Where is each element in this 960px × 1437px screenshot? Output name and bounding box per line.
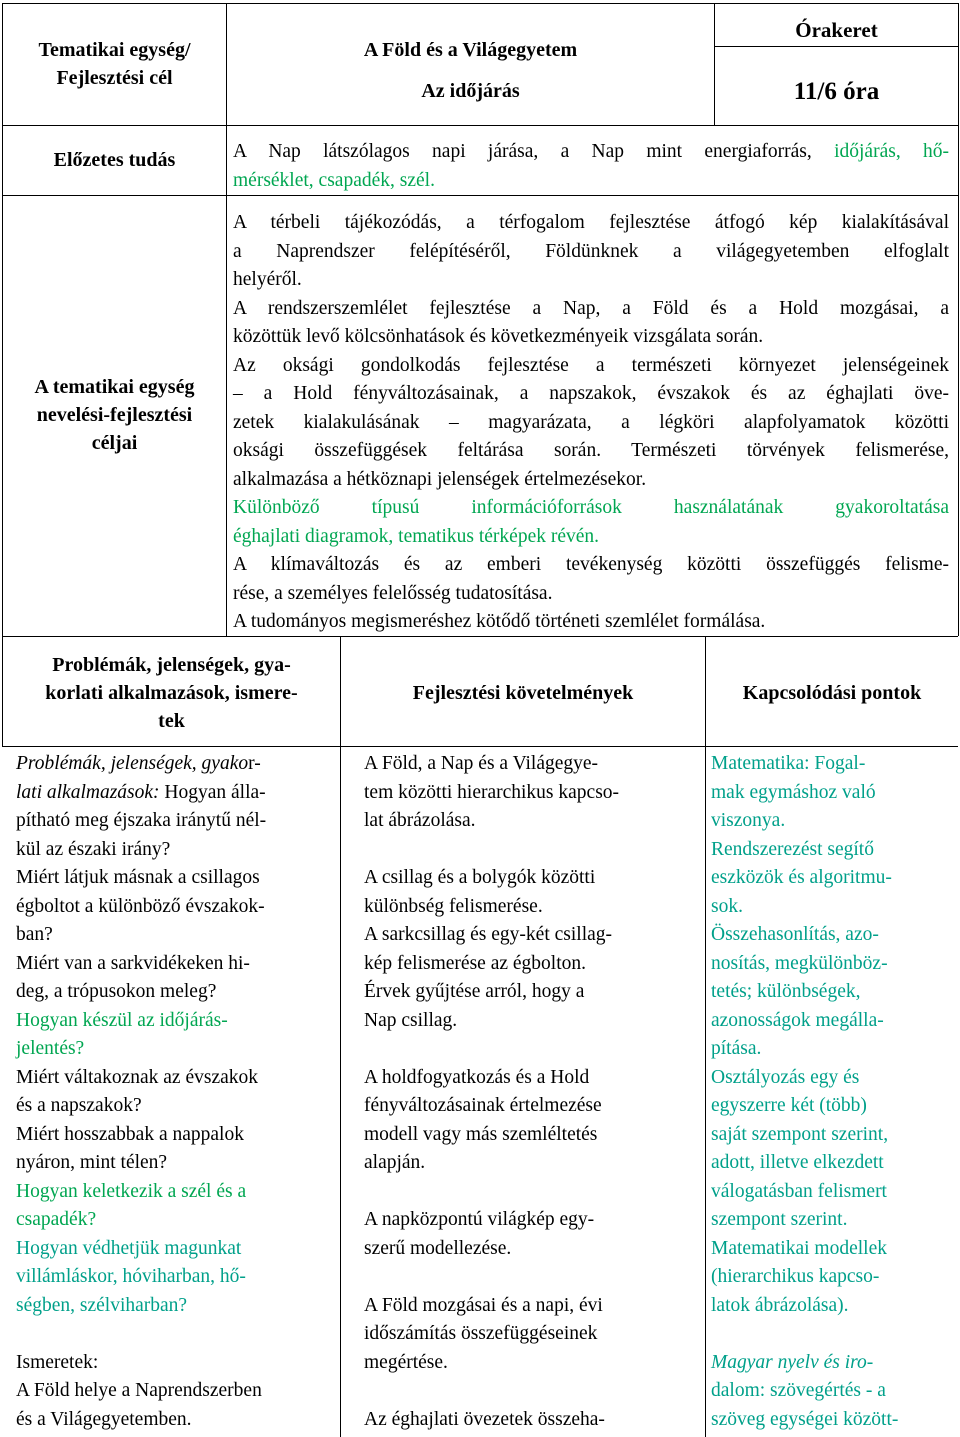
col3-line: adott, illetve elkezdett	[711, 1152, 884, 1173]
goal-line: A klímaváltozás és az emberi tevékenység közötti összefüggés felisme-	[233, 554, 949, 575]
col3-line: pítása.	[711, 1038, 762, 1059]
col3-line: sok.	[711, 895, 743, 917]
col2-line: különbség felismerése.	[364, 895, 543, 917]
col1-line: és a Világegyetemben.	[16, 1408, 192, 1430]
pk-line-2: mérséklet, csapadék, szél.	[233, 169, 435, 191]
col1-line: ban?	[16, 924, 53, 945]
previous-knowledge-label: Előzetes tudás	[53, 149, 176, 171]
col1-line: villámláskor, hóviharban, hő-	[16, 1266, 246, 1287]
col2-line: megértése.	[364, 1351, 448, 1373]
col3-line	[711, 1320, 956, 1349]
col3-line: azonosságok megálla-	[711, 1009, 884, 1031]
goal-line: helyéről.	[233, 269, 302, 290]
divider-h1	[2, 125, 958, 126]
col2-line: A napközpontú világkép egy-	[364, 1209, 595, 1230]
col3-line: dalom: szövegértés - a	[711, 1380, 886, 1401]
col1-line: Hogyan védhetjük magunkat	[16, 1237, 242, 1259]
divider-h2	[2, 195, 958, 196]
col1-line: Miért látjuk másnak a csillagos	[16, 867, 260, 888]
goal-line: a Naprendszer felépítéséről, Földünknek a világegyetemben elfoglalt	[233, 240, 949, 262]
header-middle	[227, 36, 714, 105]
col3-line: szöveg egységei között-	[711, 1408, 899, 1430]
col2-line: A Föld mozgásai és a napi, évi	[364, 1294, 603, 1316]
col1-content	[16, 750, 336, 1434]
col3-line: Rendszerezést segítő	[711, 838, 874, 860]
col1-line: A Föld helye a Naprendszerben	[16, 1380, 262, 1401]
goal-line: oksági összefüggések feltárása során. Természeti törvények felismerése,	[233, 440, 949, 461]
previous-knowledge-text	[233, 138, 949, 195]
col1-line: Miért váltakoznak az évszakok	[16, 1066, 259, 1088]
col1-line: ségben, szélviharban?	[16, 1294, 188, 1316]
header-subtitle: Az időjárás	[421, 80, 520, 102]
col2-line	[364, 1035, 700, 1064]
col2-line: A Föld, a Nap és a Világegye-	[364, 753, 599, 774]
border-top	[2, 3, 958, 4]
col3-line: szempont szerint.	[711, 1209, 848, 1230]
divider-v1-bottom	[340, 636, 341, 1437]
col1-line: csapadék?	[16, 1209, 97, 1230]
col2-line: A sarkcsillag és egy-két csillag-	[364, 924, 613, 945]
border-right-top	[958, 3, 959, 636]
col3-line: nosítás, megkülönböz-	[711, 952, 888, 974]
col1-line: égboltot a különböző évszakok-	[16, 895, 265, 917]
col1-line: Miért van a sarkvidékeken hi-	[16, 952, 250, 974]
col2-line: fényváltozásainak értelmezése	[364, 1095, 602, 1116]
header-left-line1: Tematikai egység/	[38, 39, 191, 61]
col2-line: alapján.	[364, 1152, 426, 1173]
col2-header: Fejlesztési követelmények	[412, 682, 634, 704]
col3-line: viszonya.	[711, 810, 786, 831]
goals-text	[233, 209, 949, 637]
header-left-line2: Fejlesztési cél	[56, 67, 173, 89]
col1-line-1: Problémák, jelenségek, gyakor-	[16, 753, 261, 774]
col1-line: deg, a trópusokon meleg?	[16, 981, 217, 1002]
divider-v2-bottom	[705, 636, 706, 1437]
col1-line-2: lati alkalmazások: Hogyan álla-	[16, 781, 266, 803]
col1-line	[16, 1320, 336, 1349]
col2-line: kép felismerése az égbolton.	[364, 952, 586, 974]
col3-line: (hierarchikus kapcso-	[711, 1266, 880, 1287]
col3-line: latok ábrázolása).	[711, 1294, 849, 1316]
col2-line	[364, 1377, 700, 1406]
col1-lines	[16, 807, 336, 1434]
goal-line: A térbeli tájékozódás, a térfogalom fejlesztése átfogó kép kialakításával	[233, 212, 949, 233]
goal-line: rése, a személyes felelősség tudatosítása.	[233, 582, 553, 604]
col1-line: kül az északi irány?	[16, 838, 171, 860]
col3-line: egyszerre két (több)	[711, 1095, 867, 1116]
goal-line: A rendszerszemlélet fejlesztése a Nap, a Föld és a Hold mozgásai, a	[233, 297, 949, 319]
col2-line: modell vagy más szemléltetés	[364, 1123, 598, 1145]
col3-line: Osztályozás egy és	[711, 1066, 860, 1088]
goal-line: zetek kialakulásának – magyarázata, a légköri alapfolyamatok közötti	[233, 411, 949, 433]
col2-line: lat ábrázolása.	[364, 810, 476, 831]
goal-line: – a Hold fényváltozásainak, a napszakok, évszakok és az éghajlati öve-	[233, 383, 949, 404]
col3-line: saját szempont szerint,	[711, 1123, 889, 1145]
pk-line-1: A Nap látszólagos napi járása, a Nap mint energiaforrás, időjárás, hő-	[233, 141, 949, 162]
header-title: A Föld és a Világegyetem	[363, 39, 578, 61]
col2-line: szerű modellezése.	[364, 1237, 512, 1259]
col2-line: Nap csillag.	[364, 1009, 458, 1031]
col3-header: Kapcsolódási pontok	[742, 682, 922, 704]
col2-line: A holdfogyatkozás és a Hold	[364, 1066, 590, 1088]
col1-line: Hogyan keletkezik a szél és a	[16, 1180, 247, 1202]
col2-line: A csillag és a bolygók közötti	[364, 867, 596, 888]
orakeret-label: Órakeret	[795, 18, 878, 42]
divider-orakeret	[714, 46, 958, 47]
goal-line: alkalmazása a hétköznapi jelenségek értelmezésekor.	[233, 468, 647, 490]
col2-line: Az éghajlati övezetek összeha-	[364, 1408, 605, 1430]
col1-header: Problémák, jelenségek, gya- korlati alkalmazások, ismere- tek	[45, 654, 298, 732]
col2-content	[364, 750, 700, 1434]
col2-line: időszámítás összefüggéseinek	[364, 1323, 598, 1344]
col3-line: Összehasonlítás, azo-	[711, 924, 879, 945]
goals-label: A tematikai egység nevelési-fejlesztési céljai	[34, 376, 195, 454]
col3-line: eszközök és algoritmu-	[711, 867, 892, 888]
header-left	[3, 36, 226, 92]
goal-line: közöttük levő kölcsönhatások és következményeik vizsgálata során.	[233, 326, 764, 347]
col2-line	[364, 836, 700, 865]
col2-line: tem közötti hierarchikus kapcso-	[364, 781, 620, 803]
col2-line: Érvek gyűjtése arról, hogy a	[364, 981, 585, 1002]
col2-line	[364, 1178, 700, 1207]
col1-line: és a napszakok?	[16, 1095, 142, 1116]
goal-line: éghajlati diagramok, tematikus térképek révén.	[233, 525, 600, 547]
col1-line: pítható meg éjszaka iránytű nél-	[16, 810, 267, 831]
divider-h4	[2, 746, 958, 747]
goal-line: Az oksági gondolkodás fejlesztése a természeti környezet jelenségeinek	[233, 354, 949, 376]
col1-line: jelentés?	[16, 1038, 85, 1059]
col3-line: Matematika: Fogal-	[711, 753, 866, 774]
goal-line: A tudományos megismeréshez kötődő történeti szemlélet formálása.	[233, 611, 766, 632]
col3-line: mak egymáshoz való	[711, 781, 876, 803]
col1-line: Miért hosszabbak a nappalok	[16, 1123, 244, 1145]
col1-line: Ismeretek:	[16, 1351, 99, 1373]
orakeret-value: 11/6 óra	[793, 78, 880, 105]
col2-line	[364, 1263, 700, 1292]
col1-line: Hogyan készül az időjárás-	[16, 1009, 228, 1031]
col3-content	[711, 750, 956, 1434]
col3-line: Matematikai modellek	[711, 1237, 887, 1259]
goal-line: Különböző típusú információforrások használatának gyakoroltatása	[233, 497, 949, 518]
border-left-top	[2, 3, 3, 636]
col3-line: tetés; különbségek,	[711, 981, 861, 1002]
col3-line: válogatásban felismert	[711, 1180, 887, 1202]
col1-line: nyáron, mint télen?	[16, 1152, 168, 1173]
col3-line: Magyar nyelv és iro-	[711, 1351, 874, 1373]
